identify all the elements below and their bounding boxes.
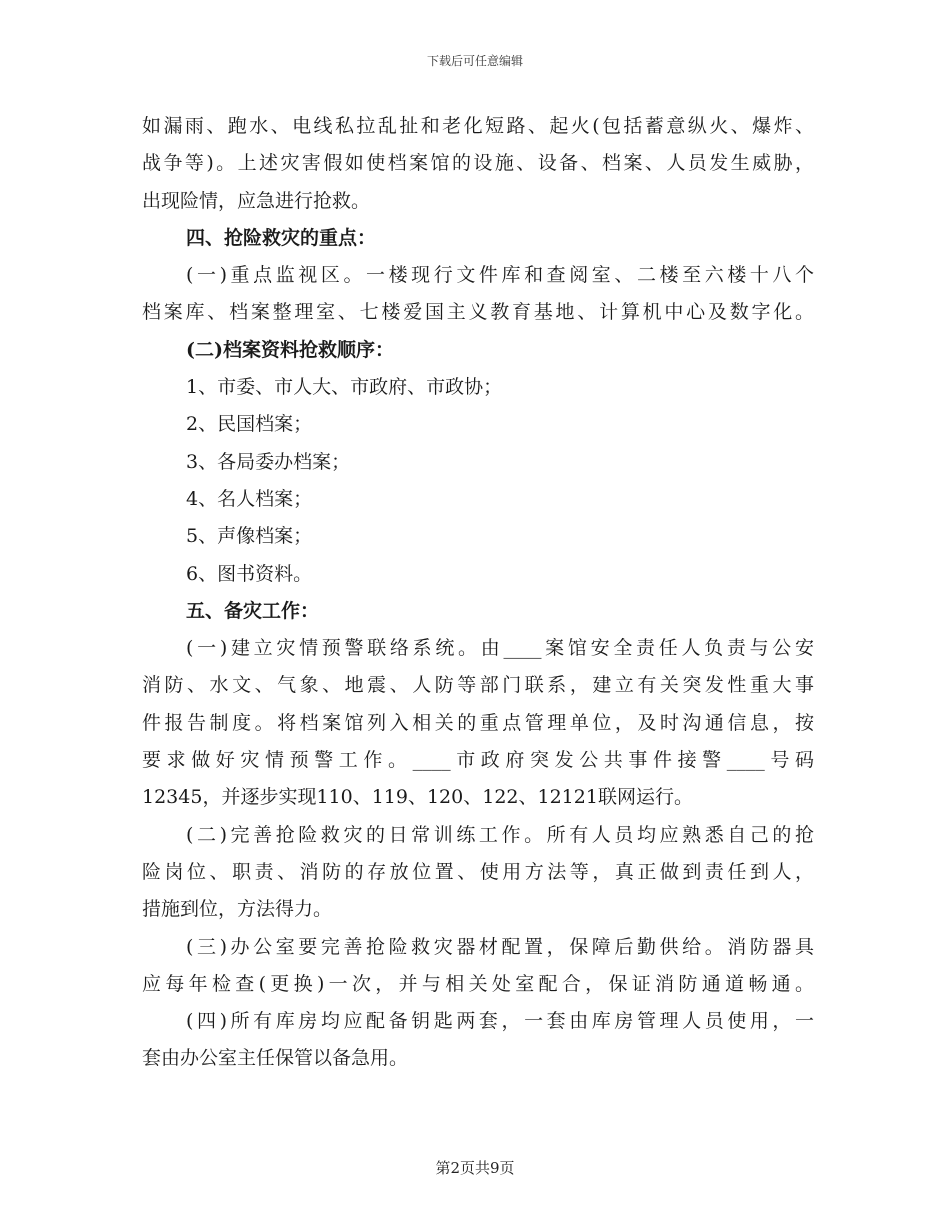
body-line: (二)完善抢险救灾的日常训练工作。所有人员均应熟悉自己的抢 (186, 823, 814, 846)
body-line: 出现险情，应急进行抢救。 (142, 189, 371, 212)
document-body (142, 108, 814, 1078)
body-line: 件报告制度。将档案馆列入相关的重点管理单位，及时沟通信息，按 (142, 711, 814, 734)
body-line: (三)办公室要完善抢险救灾器材配置，保障后勤供给。消防器具 (186, 935, 814, 958)
list-item: 2、民国档案； (186, 413, 313, 436)
body-line: 要求做好灾情预警工作。____市政府突发公共事件接警____号码 (142, 749, 814, 772)
list-item: 3、各局委办档案； (186, 450, 351, 473)
list-item: 5、声像档案； (186, 525, 313, 548)
list-item: 1、市委、市人大、市政府、市政协； (186, 376, 503, 399)
section-heading-5: 五、备灾工作： (186, 599, 320, 622)
body-line: 措施到位，方法得力。 (142, 898, 333, 921)
body-line: 战争等)。上述灾害假如使档案馆的设施、设备、档案、人员发生威胁， (142, 152, 814, 175)
body-line: 险岗位、职责、消防的存放位置、使用方法等，真正做到责任到人， (142, 860, 814, 883)
body-line: 消防、水文、气象、地震、人防等部门联系，建立有关突发性重大事 (142, 674, 814, 697)
page-header: 下载后可任意编辑 (426, 54, 523, 68)
body-line: 档案库、档案整理室、七楼爱国主义教育基地、计算机中心及数字化。 (142, 301, 814, 324)
list-item: 4、名人档案； (186, 487, 313, 510)
list-item: 6、图书资料。 (186, 562, 313, 585)
page-footer: 第2页共9页 (435, 1159, 515, 1177)
body-line: (四)所有库房均应配备钥匙两套，一套由库房管理人员使用，一 (186, 1010, 814, 1033)
body-line: 套由办公室主任保管以备急用。 (142, 1047, 409, 1070)
section-heading-4: 四、抢险救灾的重点： (186, 226, 377, 249)
body-line: 如漏雨、跑水、电线私拉乱扯和老化短路、起火(包括蓄意纵火、爆炸、 (142, 115, 814, 137)
body-line: 12345，并逐步实现110、119、120、122、12121联网运行。 (142, 786, 693, 809)
body-line: (一)重点监视区。一楼现行文件库和查阅室、二楼至六楼十八个 (186, 264, 814, 287)
body-line: 应每年检查(更换)一次，并与相关处室配合，保证消防通道畅通。 (142, 972, 814, 995)
subsection-heading: (二)档案资料抢救顺序： (186, 338, 394, 361)
body-line: (一)建立灾情预警联络系统。由____案馆安全责任人负责与公安 (186, 637, 814, 660)
